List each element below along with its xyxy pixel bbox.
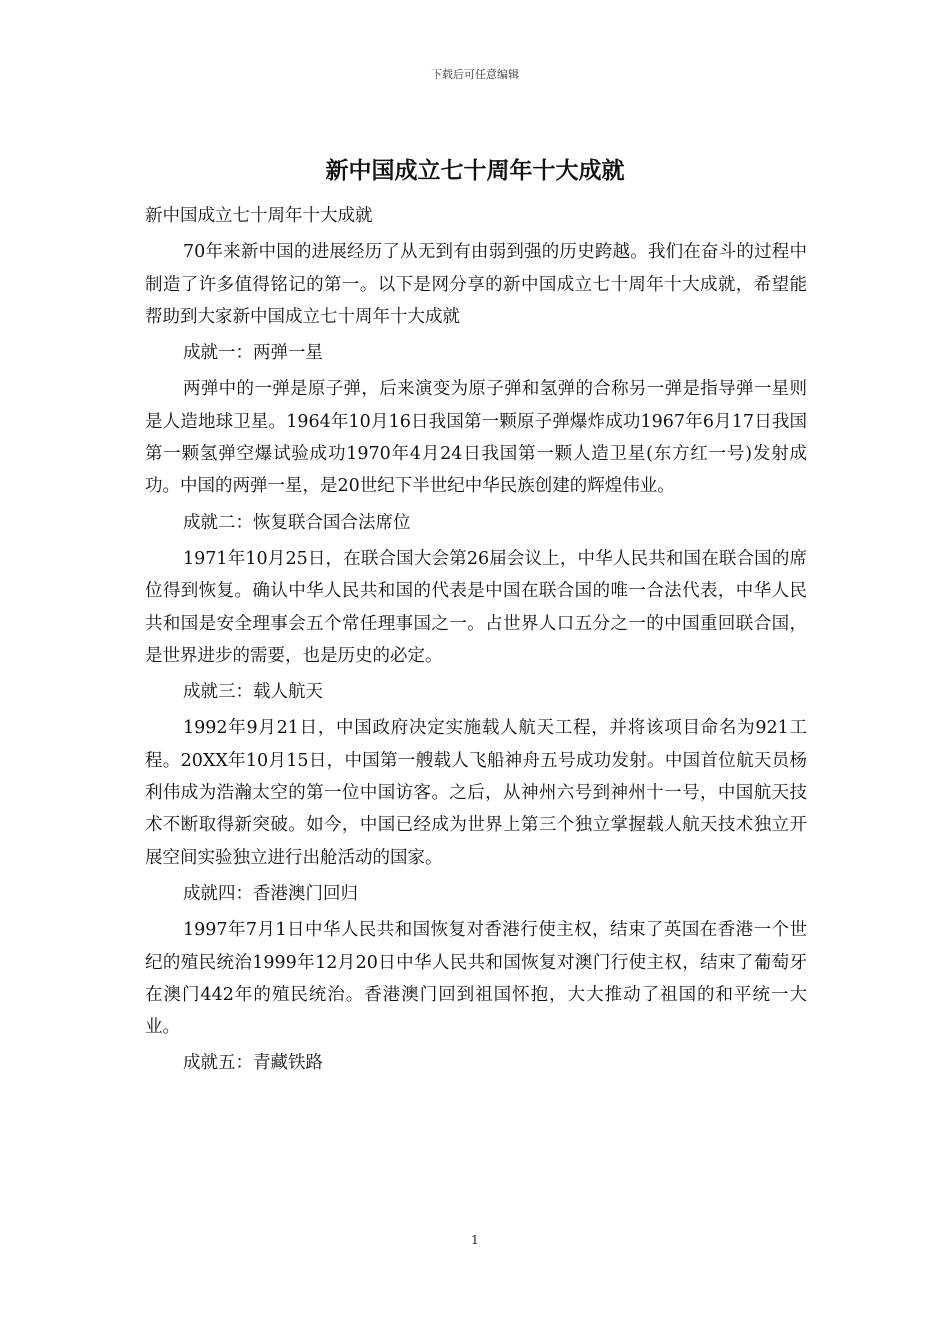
section-heading-1: 成就一：两弹一星 xyxy=(183,343,323,364)
document-body xyxy=(145,200,807,1084)
subtitle-line: 新中国成立七十周年十大成就 xyxy=(145,206,373,226)
document-title: 新中国成立七十周年十大成就 xyxy=(325,157,625,184)
section-paragraph-4: 1997年7月1日中华人民共和国恢复对香港行使主权，结束了英国在香港一个世纪的殖民统治1999年12月20日中华人民共和国恢复对澳门行使主权，结束了葡萄牙在澳门442年的殖民统治。香港澳门回到祖国怀抱，大大推动了祖国的和平统一大业。 xyxy=(145,920,807,1038)
header-note: 下载后可任意编辑 xyxy=(431,68,519,81)
section-paragraph-1: 两弹中的一弹是原子弹，后来演变为原子弹和氢弹的合称另一弹是指导弹一星则是人造地球卫星。1964年10月16日我国第一颗原子弹爆炸成功1967年6月17日我国第一颗氢弹空爆试验成功1970年4月24日我国第一颗人造卫星(东方红一号)发射成功。中国的两弹一星，是20世纪下半世纪中华民族创建的辉煌伟业。 xyxy=(145,379,807,497)
page-number: 1 xyxy=(471,1233,479,1247)
section-heading-3: 成就三：载人航天 xyxy=(183,682,323,703)
section-heading-4: 成就四：香港澳门回归 xyxy=(183,883,358,904)
section-heading-2: 成就二：恢复联合国合法席位 xyxy=(183,512,411,533)
section-paragraph-2: 1971年10月25日，在联合国大会第26届会议上，中华人民共和国在联合国的席位得到恢复。确认中华人民共和国的代表是中国在联合国的唯一合法代表，中华人民共和国是安全理事会五个常任理事国之一。占世界人口五分之一的中国重回联合国，是世界进步的需要，也是历史的必定。 xyxy=(145,548,807,666)
intro-paragraph: 70年来新中国的进展经历了从无到有由弱到强的历史跨越。我们在奋斗的过程中制造了许多值得铭记的第一。以下是网分享的新中国成立七十周年十大成就，希望能帮助到大家新中国成立七十周年十大成就 xyxy=(145,242,807,327)
section-heading-5: 成就五：青藏铁路 xyxy=(183,1053,323,1074)
section-paragraph-3: 1992年9月21日，中国政府决定实施载人航天工程，并将该项目命名为921工程。20XX年10月15日，中国第一艘载人飞船神舟五号成功发射。中国首位航天员杨利伟成为浩瀚太空的第一位中国访客。之后，从神州六号到神州十一号，中国航天技术不断取得新突破。如今，中国已经成为世界上第三个独立掌握载人航天技术独立开展空间实验独立进行出舱活动的国家。 xyxy=(145,718,807,868)
